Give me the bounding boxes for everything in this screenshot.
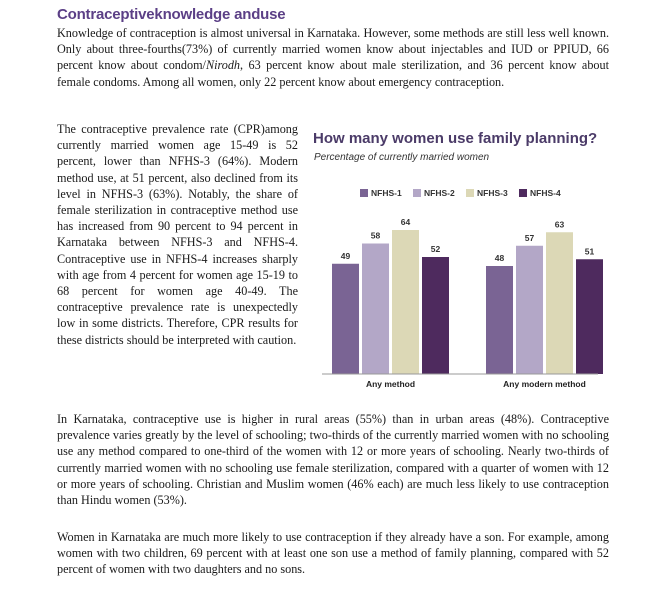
bar-1-1 [332,264,359,374]
legend-swatch-2 [413,189,421,197]
legend-label-1: NFHS-1 [371,188,402,198]
bar-1-2 [362,244,389,375]
category-label-2: Any modern method [503,379,586,389]
family-planning-chart [308,124,604,394]
legend-swatch-3 [466,189,474,197]
paragraph-knowledge-part-a: Knowledge of contraception is almost universal in Karnataka. However, some methods are still less well known. Only about three-fourths(73%) of currently married women know about injectables and IUD or PPIUD, 66 percent know about condom/ [57,26,609,73]
data-label-1-2: 58 [370,230,381,241]
legend-swatch-4 [519,189,527,197]
paragraph-son-preference: Women in Karnataka are much more likely to use contraception if they already have a son. For example, among women with two children, 69 percent with at least one son use a method of family planning, compared with 52 percent of women with two daughters and no sons. [57,530,609,577]
section-heading: Contraceptiveknowledge anduse [57,6,286,23]
data-label-2-3: 63 [554,219,565,230]
chart-plot [308,124,604,394]
legend-label-3: NFHS-3 [477,188,508,198]
paragraph-knowledge-italic: Nirodh [205,58,241,73]
category-label-1: Any method [365,379,416,389]
data-label-1-1: 49 [340,250,351,261]
data-label-1-3: 64 [400,217,411,227]
bar-2-3 [546,232,573,374]
paragraph-knowledge [57,25,609,90]
chart-subtitle: Percentage of currently married women [314,152,490,163]
legend-label-2: NFHS-2 [424,188,455,198]
paragraph-cpr: The contraceptive prevalence rate (CPR)among currently married women age 15-49 is 52 percent, lower than NFHS-3 (64%). Modern method use, at 51 percent, also declined from its level in NFHS-3 (63%). Notably, the share of female sterilization in contraceptive method use has increased from 90 percent to 94 percent in Karnataka between NFHS-3 and NFHS-4. Contraceptive use in NFHS-4 increases sharply with age from 4 percent for women age 15-19 to 68 percent for women age 40-49. The contraceptive prevalence rate is unexpectedly low in some districts. Therefore, CPR results for these districts should be interpreted with caution. [57,122,298,347]
bar-2-4 [576,259,603,374]
paragraph-knowledge-part-b: , 63 percent know about male sterilization, and 36 percent know about female condoms. Among all women, only 22 percent know about emergency contraception. [57,58,609,89]
data-label-1-4: 52 [430,244,441,254]
legend-swatch-1 [360,189,368,197]
data-label-2-1: 48 [494,253,505,263]
paragraph-residence-schooling: In Karnataka, contraceptive use is higher in rural areas (55%) than in urban areas (48%). Contraceptive prevalence varies greatly by the level of schooling; two-thirds of the currently married women with no schooling use any method compared to one-third of the women with 12 or more years of schooling. Nearly two-thirds of currently married women with no schooling use female sterilization, compared with a quarter of women with 12 or more years of schooling. Christian and Muslim women (46% each) are much less likely to use contraception than Hindu women (53%). [57,412,609,508]
data-label-2-4: 51 [584,246,595,257]
bar-1-4 [422,257,449,374]
bar-1-3 [392,230,419,374]
data-label-2-2: 57 [524,232,535,243]
chart-title: How many women use family planning? [313,130,598,147]
legend-label-4: NFHS-4 [530,188,561,198]
bar-2-2 [516,246,543,374]
bar-2-1 [486,266,513,374]
